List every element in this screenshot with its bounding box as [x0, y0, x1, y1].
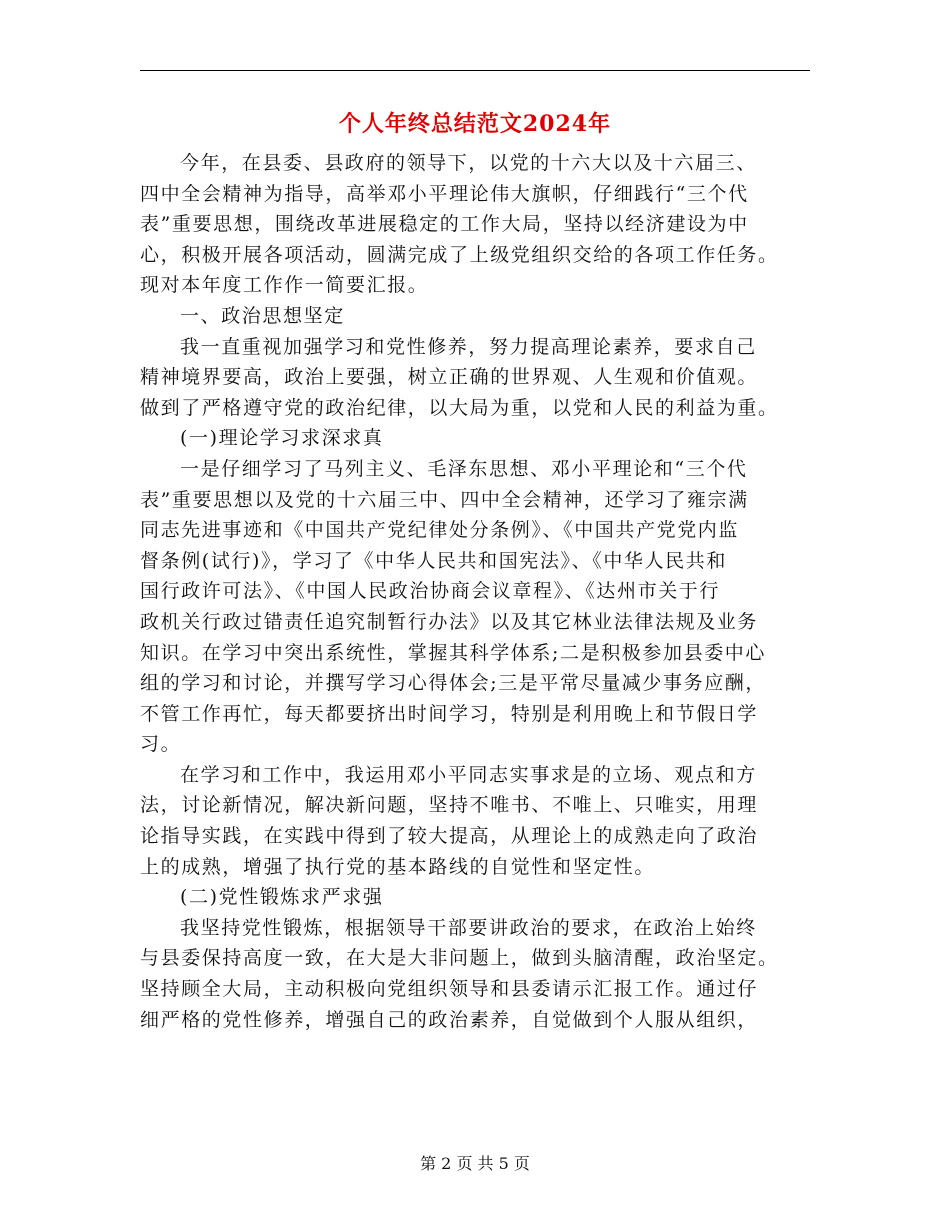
text-line: 一、政治思想坚定 [180, 304, 345, 327]
text-line: 国行政许可法》、《中国人民政治协商会议章程》、《达州市关于行 [140, 580, 721, 603]
header-rule [140, 70, 810, 71]
text-line: 现对本年度工作作一简要汇报。 [140, 274, 429, 297]
text-line: 我坚持党性锻炼，根据领导干部要讲政治的要求，在政治上始终 [180, 916, 757, 939]
text-line: 心，积极开展各项活动，圆满完成了上级党组织交给的各项工作任务。 [140, 243, 779, 266]
text-line: 四中全会精神为指导，高举邓小平理论伟大旗帜，仔细践行“三个代 [140, 182, 749, 205]
text-line: 精神境界要高，政治上要强，树立正确的世界观、人生观和价值观。 [140, 366, 759, 389]
text-line: 在学习和工作中，我运用邓小平同志实事求是的立场、观点和方 [180, 763, 757, 786]
text-line: 论指导实践，在实践中得到了较大提高，从理论上的成熟走向了政治 [140, 825, 759, 848]
text-line: 今年，在县委、县政府的领导下，以党的十六大以及十六届三、 [180, 152, 757, 174]
text-line: 细严格的党性修养，增强自己的政治素养，自觉做到个人服从组织， [140, 1008, 759, 1031]
document-title: 个人年终总结范文2024年 [338, 111, 612, 137]
text-line: 与县委保持高度一致，在大是大非问题上，做到头脑清醒，政治坚定。 [140, 947, 779, 970]
page-number: 第 2 页 共 5 页 [420, 1154, 530, 1173]
text-line: 习。 [140, 733, 182, 756]
text-line: (一)理论学习求深求真 [180, 427, 384, 450]
text-line: 组的学习和讨论，并撰写学习心得体会;三是平常尽量减少事务应酬， [140, 672, 767, 695]
text-line: 上的成熟，增强了执行党的基本路线的自觉性和坚定性。 [140, 855, 656, 878]
text-line: 做到了严格遵守党的政治纪律，以大局为重，以党和人民的利益为重。 [140, 396, 779, 419]
text-line: 表”重要思想以及党的十六届三中、四中全会精神，还学习了雍宗满 [140, 488, 749, 511]
text-line: 不管工作再忙，每天都要挤出时间学习，特别是利用晚上和节假日学 [140, 702, 759, 725]
text-line: (二)党性锻炼求严求强 [180, 886, 384, 909]
text-line: 法，讨论新情况，解决新问题，坚持不唯书、不唯上、只唯实，用理 [140, 794, 759, 817]
text-line: 同志先进事迹和《中国共产党纪律处分条例》、《中国共产党党内监 [140, 519, 740, 542]
text-line: 一是仔细学习了马列主义、毛泽东思想、邓小平理论和“三个代 [180, 457, 748, 480]
text-line: 督条例(试行)》，学习了《中华人民共和国宪法》、《中华人民共和 [140, 549, 727, 572]
text-line: 政机关行政过错责任追究制暂行办法》以及其它林业法律法规及业务 [140, 610, 759, 633]
document-body [140, 148, 810, 1035]
text-line: 坚持顾全大局，主动积极向党组织领导和县委请示汇报工作。通过仔 [140, 978, 759, 1001]
text-line: 表”重要思想，围绕改革进展稳定的工作大局，坚持以经济建设为中 [140, 213, 749, 236]
text-line: 知识。在学习中突出系统性，掌握其科学体系;二是积极参加县委中心 [140, 641, 767, 664]
text-line: 我一直重视加强学习和党性修养，努力提高理论素养，要求自己 [180, 335, 757, 358]
